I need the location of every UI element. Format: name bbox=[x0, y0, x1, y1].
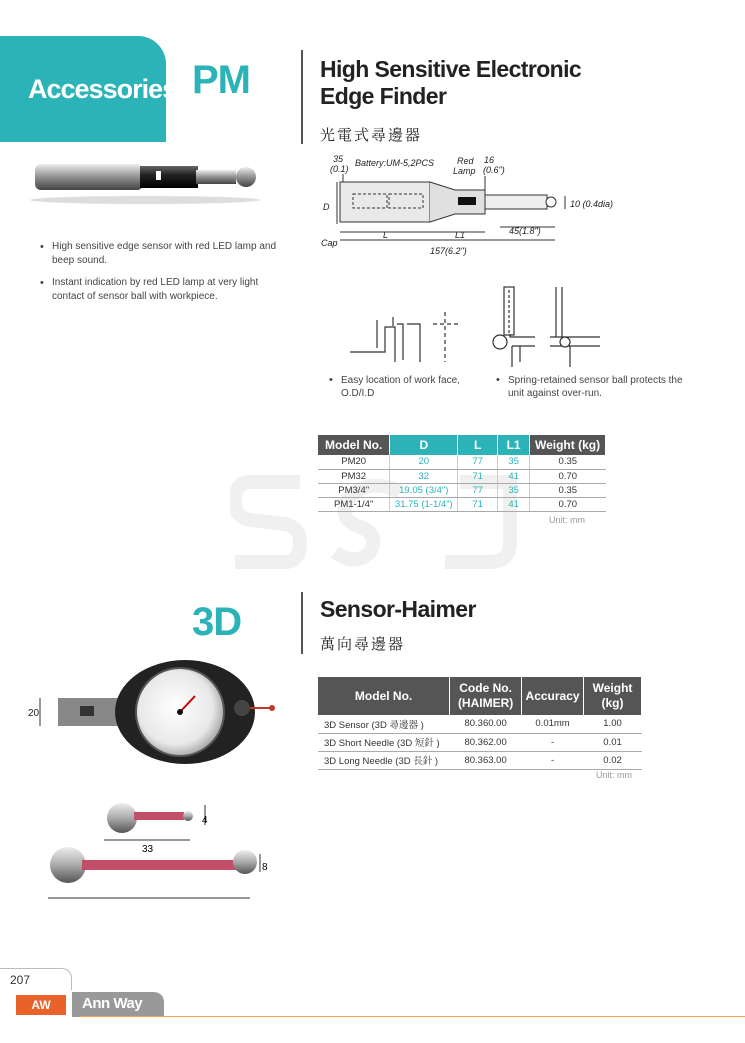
product-code-3d: 3D bbox=[192, 600, 242, 644]
battery-label: Battery:UM-5,2PCS bbox=[355, 158, 435, 168]
table-row: 3D Long Needle (3D 長針 ) 80.363.00 - 0.02 bbox=[318, 751, 642, 769]
col-weight: Weight (kg) bbox=[530, 435, 606, 455]
col-l: L bbox=[458, 435, 498, 455]
dim-8: 8 bbox=[262, 862, 268, 873]
usage-diagram-ball bbox=[490, 282, 610, 372]
dim-33: 33 bbox=[142, 844, 154, 855]
col-code: Code No. (HAIMER) bbox=[450, 677, 522, 715]
table-header-row bbox=[318, 435, 606, 455]
footer-rule bbox=[80, 1016, 745, 1017]
brand-logo: AW bbox=[16, 995, 66, 1015]
dim-45: 45(1.8") bbox=[509, 226, 541, 236]
dim-4: 4 bbox=[202, 815, 208, 826]
page-number: 207 bbox=[0, 968, 72, 990]
3d-sensor-image bbox=[20, 660, 290, 770]
dim-0-1: (0.1) bbox=[330, 164, 349, 174]
accessories-label: Accessories bbox=[28, 74, 177, 104]
dim-35: 35 bbox=[333, 154, 344, 164]
accessories-tab bbox=[0, 36, 177, 142]
label-l1: L1 bbox=[455, 230, 466, 240]
col-weight: Weight (kg) bbox=[584, 677, 642, 715]
feature-item: • High sensitive edge sensor with red LED lamp and beep sound. bbox=[38, 240, 278, 268]
pm-unit-label: Unit: mm bbox=[549, 515, 585, 525]
note-item: • Spring-retained sensor ball protects the unit against over-run. bbox=[494, 374, 684, 400]
table-row: 3D Sensor (3D 尋邊器 ) 80.360.00 0.01mm 1.00 bbox=[318, 715, 642, 733]
haimer-title-cn: 萬向尋邊器 bbox=[320, 636, 406, 653]
table-row: PM3/4" 19.05 (3/4") 77 35 0.35 bbox=[318, 483, 606, 497]
label-l: L bbox=[383, 230, 389, 240]
pm-spec-table bbox=[318, 435, 606, 512]
haimer-spec-table bbox=[318, 677, 642, 770]
table-row: PM1-1/4" 31.75 (1-1/4") 71 41 0.70 bbox=[318, 497, 606, 511]
table-row: PM32 32 71 41 0.70 bbox=[318, 469, 606, 483]
product-code-pm: PM bbox=[192, 58, 250, 102]
note-item: • Easy location of work face, O.D/I.D bbox=[327, 374, 477, 400]
page-title-cn: 光電式尋邊器 bbox=[320, 127, 423, 144]
col-model: Model No. bbox=[318, 435, 390, 455]
col-model: Model No. bbox=[318, 677, 450, 715]
lamp-label: Lamp bbox=[453, 166, 476, 176]
label-cap: Cap bbox=[321, 238, 338, 248]
dim-157: 157(6.2") bbox=[430, 246, 467, 256]
label-d: D bbox=[323, 202, 330, 212]
edge-finder-drawing bbox=[315, 152, 635, 260]
red-label: Red bbox=[457, 156, 474, 166]
dim-20: 20 bbox=[28, 708, 40, 719]
dim-16: 16 bbox=[484, 155, 495, 165]
feature-item: • Instant indication by red LED lamp at very light contact of sensor ball with workpiece. bbox=[38, 276, 278, 304]
haimer-title: Sensor-Haimer bbox=[320, 596, 476, 622]
table-header-row bbox=[318, 677, 642, 715]
usage-note-face bbox=[327, 374, 477, 408]
col-l1: L1 bbox=[498, 435, 530, 455]
table-row: 3D Short Needle (3D 短針 ) 80.362.00 - 0.01 bbox=[318, 733, 642, 751]
dim-10: 10 (0.4dia) bbox=[570, 199, 614, 209]
col-d: D bbox=[390, 435, 458, 455]
haimer-unit-label: Unit: mm bbox=[596, 770, 632, 780]
dim-0-6: (0.6") bbox=[483, 165, 505, 175]
pm-features bbox=[38, 240, 278, 312]
page-title: High Sensitive Electronic Edge Finder bbox=[320, 56, 582, 109]
brand-name: Ann Way bbox=[72, 992, 164, 1017]
usage-note-ball bbox=[494, 374, 684, 408]
divider bbox=[301, 50, 303, 144]
needles-image bbox=[40, 790, 280, 905]
col-accuracy: Accuracy bbox=[522, 677, 584, 715]
edge-finder-image bbox=[20, 152, 270, 207]
divider bbox=[301, 592, 303, 654]
usage-diagram-face bbox=[345, 282, 465, 372]
table-row: PM20 20 77 35 0.35 bbox=[318, 455, 606, 469]
